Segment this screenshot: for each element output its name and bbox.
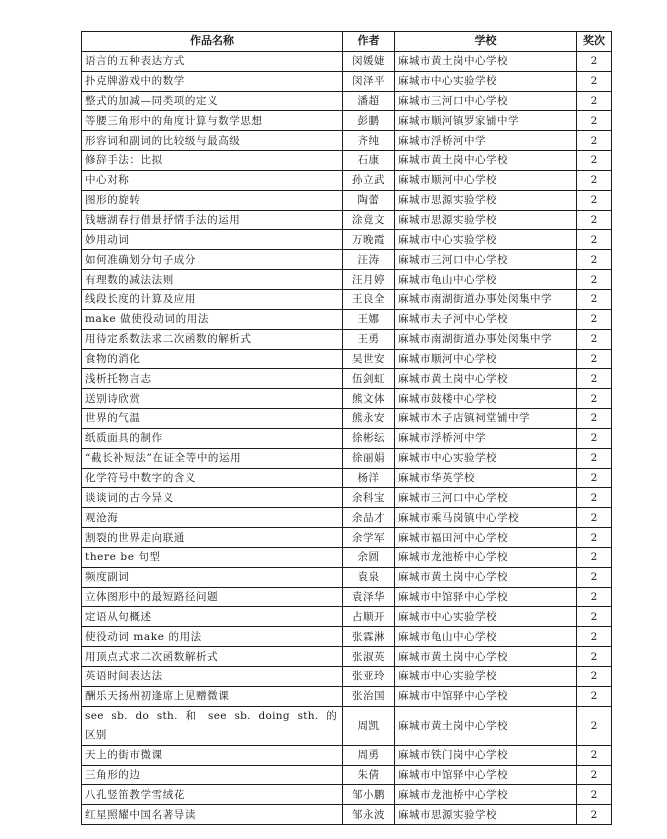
- work-title: 用顶点式求二次函数解析式: [82, 647, 343, 667]
- award-level: 2: [577, 805, 612, 825]
- school-name: 麻城市铁门岗中心学校: [395, 745, 577, 765]
- table-row: [82, 190, 612, 210]
- author-name: 余科宝: [343, 488, 395, 508]
- award-level: 2: [577, 647, 612, 667]
- table-row: [82, 627, 612, 647]
- header-row: [82, 32, 612, 52]
- awards-table: [81, 31, 612, 825]
- school-name: 麻城市中馆驿中心学校: [395, 686, 577, 706]
- document-page: [81, 31, 611, 825]
- award-level: 2: [577, 131, 612, 151]
- award-level: 2: [577, 667, 612, 687]
- header-school: 学校: [395, 32, 577, 52]
- author-name: 余学军: [343, 528, 395, 548]
- school-name: 麻城市鼓楼中心学校: [395, 389, 577, 409]
- work-title: 观沧海: [82, 508, 343, 528]
- school-name: 麻城市浮桥河中学: [395, 131, 577, 151]
- school-name: 麻城市龙池桥中心学校: [395, 547, 577, 567]
- author-name: 齐纯: [343, 131, 395, 151]
- table-row: [82, 587, 612, 607]
- award-level: 2: [577, 71, 612, 91]
- author-name: 张治国: [343, 686, 395, 706]
- work-title: 立体图形中的最短路径问题: [82, 587, 343, 607]
- school-name: 麻城市黄土岗中心学校: [395, 151, 577, 171]
- author-name: 汪月婷: [343, 270, 395, 290]
- award-level: 2: [577, 745, 612, 765]
- author-name: 袁泽华: [343, 587, 395, 607]
- school-name: 麻城市浮桥河中学: [395, 428, 577, 448]
- work-title: 整式的加减—同类项的定义: [82, 91, 343, 111]
- school-name: 麻城市龙池桥中心学校: [395, 785, 577, 805]
- author-name: 王勇: [343, 329, 395, 349]
- table-row: [82, 508, 612, 528]
- award-level: 2: [577, 329, 612, 349]
- school-name: 麻城市黄土岗中心学校: [395, 567, 577, 587]
- author-name: 万晚霞: [343, 230, 395, 250]
- table-row: [82, 131, 612, 151]
- table-row: [82, 765, 612, 785]
- work-title: 使役动词 make 的用法: [82, 627, 343, 647]
- table-row: [82, 250, 612, 270]
- work-title: 频度副词: [82, 567, 343, 587]
- work-title: 三角形的边: [82, 765, 343, 785]
- author-name: 闵泽平: [343, 71, 395, 91]
- table-row: [82, 309, 612, 329]
- award-level: 2: [577, 170, 612, 190]
- school-name: 麻城市中馆驿中心学校: [395, 765, 577, 785]
- award-level: 2: [577, 488, 612, 508]
- table-row: [82, 528, 612, 548]
- award-level: 2: [577, 528, 612, 548]
- school-name: 麻城市中心实验学校: [395, 448, 577, 468]
- author-name: 杨洋: [343, 468, 395, 488]
- school-name: 麻城市三河口中心学校: [395, 488, 577, 508]
- table-row: [82, 91, 612, 111]
- work-title: 扑克牌游戏中的数学: [82, 71, 343, 91]
- table-row: [82, 151, 612, 171]
- award-level: 2: [577, 151, 612, 171]
- school-name: 麻城市思源实验学校: [395, 190, 577, 210]
- work-title: 定语从句概述: [82, 607, 343, 627]
- award-level: 2: [577, 349, 612, 369]
- table-row: [82, 647, 612, 667]
- author-name: 王娜: [343, 309, 395, 329]
- table-row: [82, 329, 612, 349]
- work-title: there be 句型: [82, 547, 343, 567]
- award-level: 2: [577, 289, 612, 309]
- school-name: 麻城市顺河中心学校: [395, 170, 577, 190]
- work-title: [82, 706, 343, 745]
- work-title: 八孔竖笛教学雪绒花: [82, 785, 343, 805]
- table-row: [82, 567, 612, 587]
- work-title: 图形的旋转: [82, 190, 343, 210]
- table-row: [82, 71, 612, 91]
- work-title: 谈谈词的古今异义: [82, 488, 343, 508]
- table-row: [82, 706, 612, 745]
- table-row: [82, 547, 612, 567]
- school-name: 麻城市南湖街道办事处闵集中学: [395, 289, 577, 309]
- school-name: 麻城市福田河中心学校: [395, 528, 577, 548]
- work-title: 纸质面具的制作: [82, 428, 343, 448]
- author-name: 徐丽娟: [343, 448, 395, 468]
- author-name: 涂竟文: [343, 210, 395, 230]
- table-row: [82, 270, 612, 290]
- table-row: [82, 389, 612, 409]
- work-title: 红星照耀中国名著导读: [82, 805, 343, 825]
- author-name: 王良全: [343, 289, 395, 309]
- author-name: 徐彬纭: [343, 428, 395, 448]
- author-name: 张霖淋: [343, 627, 395, 647]
- work-title: 钱塘湖春行借景抒情手法的运用: [82, 210, 343, 230]
- table-row: [82, 488, 612, 508]
- school-name: 麻城市木子店镇祠堂铺中学: [395, 409, 577, 429]
- school-name: 麻城市中心实验学校: [395, 667, 577, 687]
- table-row: [82, 805, 612, 825]
- author-name: 朱倩: [343, 765, 395, 785]
- author-name: 张亚玲: [343, 667, 395, 687]
- school-name: 麻城市黄土岗中心学校: [395, 647, 577, 667]
- table-row: [82, 607, 612, 627]
- table-row: [82, 289, 612, 309]
- award-level: 2: [577, 210, 612, 230]
- school-name: 麻城市三河口中心学校: [395, 250, 577, 270]
- work-title: 化学符号中数字的含义: [82, 468, 343, 488]
- work-title: 有理数的减法法则: [82, 270, 343, 290]
- table-row: [82, 210, 612, 230]
- work-title: 线段长度的计算及应用: [82, 289, 343, 309]
- work-title: 食物的消化: [82, 349, 343, 369]
- work-title: “截长补短法”在证全等中的运用: [82, 448, 343, 468]
- award-level: 2: [577, 51, 612, 71]
- author-name: 张淑英: [343, 647, 395, 667]
- award-level: 2: [577, 428, 612, 448]
- author-name: 闵媛婕: [343, 51, 395, 71]
- table-row: [82, 448, 612, 468]
- award-level: 2: [577, 706, 612, 745]
- author-name: 邹小鹏: [343, 785, 395, 805]
- award-level: 2: [577, 547, 612, 567]
- work-title: make 做使役动词的用法: [82, 309, 343, 329]
- table-row: [82, 349, 612, 369]
- award-level: 2: [577, 686, 612, 706]
- school-name: 麻城市夫子河中心学校: [395, 309, 577, 329]
- work-title: 用待定系数法求二次函数的解析式: [82, 329, 343, 349]
- author-name: 汪涛: [343, 250, 395, 270]
- author-name: 彭鹏: [343, 111, 395, 131]
- author-name: 周勇: [343, 745, 395, 765]
- school-name: 麻城市中馆驿中心学校: [395, 587, 577, 607]
- work-title: 送别诗欣赏: [82, 389, 343, 409]
- table-row: [82, 667, 612, 687]
- award-level: 2: [577, 309, 612, 329]
- award-level: 2: [577, 607, 612, 627]
- author-name: 孙立武: [343, 170, 395, 190]
- work-title: 英语时间表达法: [82, 667, 343, 687]
- school-name: 麻城市思源实验学校: [395, 210, 577, 230]
- work-title: 割裂的世界走向联通: [82, 528, 343, 548]
- work-title: 等腰三角形中的角度计算与数学思想: [82, 111, 343, 131]
- award-level: 2: [577, 389, 612, 409]
- table-row: [82, 428, 612, 448]
- header-award: 奖次: [577, 32, 612, 52]
- author-name: 占顺开: [343, 607, 395, 627]
- award-level: 2: [577, 785, 612, 805]
- award-level: 2: [577, 765, 612, 785]
- author-name: 余圆: [343, 547, 395, 567]
- author-name: 潘超: [343, 91, 395, 111]
- school-name: 麻城市乘马岗镇中心学校: [395, 508, 577, 528]
- work-title-line-1: see sb. do sth. 和 see sb. doing sth. 的: [85, 709, 337, 722]
- work-title: 天上的街市微课: [82, 745, 343, 765]
- award-level: 2: [577, 230, 612, 250]
- school-name: 麻城市南湖街道办事处闵集中学: [395, 329, 577, 349]
- table-row: [82, 170, 612, 190]
- award-level: 2: [577, 111, 612, 131]
- award-level: 2: [577, 91, 612, 111]
- work-title: 中心对称: [82, 170, 343, 190]
- award-level: 2: [577, 250, 612, 270]
- school-name: 麻城市黄土岗中心学校: [395, 369, 577, 389]
- work-title: 世界的气温: [82, 409, 343, 429]
- award-level: 2: [577, 508, 612, 528]
- table-row: [82, 745, 612, 765]
- author-name: 石康: [343, 151, 395, 171]
- school-name: 麻城市顺河镇罗家铺中学: [395, 111, 577, 131]
- school-name: 麻城市中心实验学校: [395, 230, 577, 250]
- school-name: 麻城市龟山中心学校: [395, 627, 577, 647]
- author-name: 吴世安: [343, 349, 395, 369]
- school-name: 麻城市龟山中心学校: [395, 270, 577, 290]
- author-name: 熊永安: [343, 409, 395, 429]
- school-name: 麻城市顺河中心学校: [395, 349, 577, 369]
- school-name: 麻城市思源实验学校: [395, 805, 577, 825]
- award-level: 2: [577, 567, 612, 587]
- table-row: [82, 51, 612, 71]
- award-level: 2: [577, 270, 612, 290]
- work-title: 修辞手法：比拟: [82, 151, 343, 171]
- school-name: 麻城市华英学校: [395, 468, 577, 488]
- table-row: [82, 111, 612, 131]
- award-level: 2: [577, 468, 612, 488]
- table-row: [82, 230, 612, 250]
- author-name: 陶蕾: [343, 190, 395, 210]
- work-title: 如何准确划分句子成分: [82, 250, 343, 270]
- award-level: 2: [577, 369, 612, 389]
- header-author: 作者: [343, 32, 395, 52]
- school-name: 麻城市中心实验学校: [395, 607, 577, 627]
- award-level: 2: [577, 627, 612, 647]
- award-level: 2: [577, 190, 612, 210]
- school-name: 麻城市中心实验学校: [395, 71, 577, 91]
- table-row: [82, 785, 612, 805]
- table-row: [82, 369, 612, 389]
- table-row: [82, 686, 612, 706]
- table-row: [82, 468, 612, 488]
- award-level: 2: [577, 448, 612, 468]
- author-name: 伍剑虹: [343, 369, 395, 389]
- header-title: 作品名称: [82, 32, 343, 52]
- school-name: 麻城市黄土岗中心学校: [395, 706, 577, 745]
- table-body: [82, 51, 612, 824]
- table-row: [82, 409, 612, 429]
- author-name: 熊文体: [343, 389, 395, 409]
- work-title: 语言的五种表达方式: [82, 51, 343, 71]
- author-name: 周凯: [343, 706, 395, 745]
- table-header: [82, 32, 612, 52]
- school-name: 麻城市黄土岗中心学校: [395, 51, 577, 71]
- author-name: 余品才: [343, 508, 395, 528]
- work-title: 妙用动词: [82, 230, 343, 250]
- award-level: 2: [577, 587, 612, 607]
- work-title: 酬乐天扬州初逢席上见赠微课: [82, 686, 343, 706]
- work-title-line-2: 区别: [85, 728, 107, 741]
- work-title: 浅析托物言志: [82, 369, 343, 389]
- award-level: 2: [577, 409, 612, 429]
- author-name: 邹永波: [343, 805, 395, 825]
- work-title: 形容词和副词的比较级与最高级: [82, 131, 343, 151]
- author-name: 袁泉: [343, 567, 395, 587]
- school-name: 麻城市三河口中心学校: [395, 91, 577, 111]
